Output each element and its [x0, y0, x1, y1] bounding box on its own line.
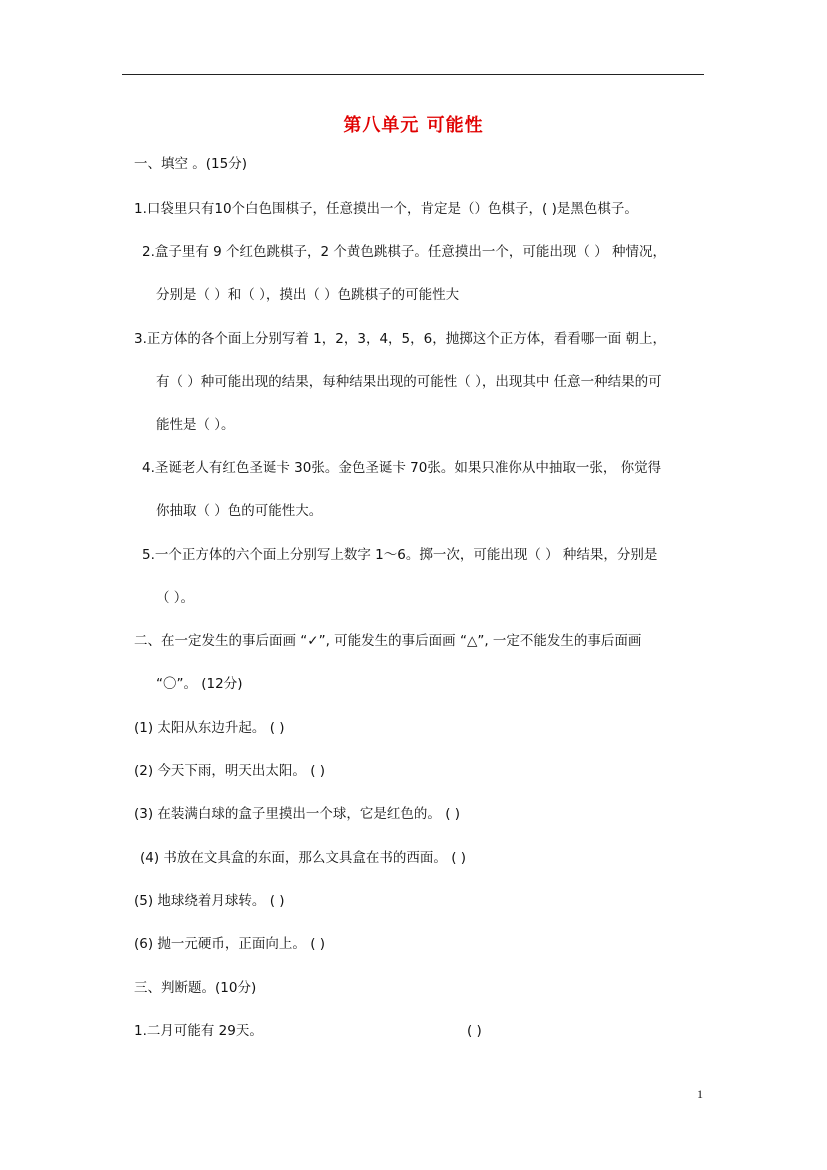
- section-2-heading: 二、在一定发生的事后面画 “✓”, 可能发生的事后面画 “△”, 一定不能发生的事后面画: [134, 633, 642, 649]
- item-2-3: (3) 在装满白球的盒子里摸出一个球，它是红色的。 ( ): [134, 806, 461, 822]
- page-title: 第八单元 可能性: [343, 115, 484, 136]
- item-3-1-answer-blank: ( ): [467, 1023, 482, 1039]
- item-2-4: (4) 书放在文具盒的东面，那么文具盒在书的西面。 ( ): [140, 850, 467, 866]
- item-2-1: (1) 太阳从东边升起。 ( ): [134, 720, 285, 736]
- page-number: 1: [697, 1087, 703, 1101]
- question-1-1: 1.口袋里只有10个白色围棋子，任意摸出一个，肯定是（）色棋子，( )是黑色棋子。: [134, 201, 638, 217]
- item-3-1: 1.二月可能有 29天。: [134, 1023, 263, 1039]
- item-2-6: (6) 抛一元硬币，正面向上。 ( ): [134, 936, 326, 952]
- header-rule: [122, 74, 704, 75]
- item-2-5: (5) 地球绕着月球转。 ( ): [134, 893, 285, 909]
- section-2-heading-cont: “〇”。 (12分): [156, 676, 243, 692]
- question-1-5: 5.一个正方体的六个面上分别写上数字 1～6。掷一次，可能出现（ ） 种结果，分别是: [142, 547, 658, 563]
- question-1-3-cont: 有（ ）种可能出现的结果，每种结果出现的可能性（ ），出现其中 任意一种结果的可: [156, 374, 662, 390]
- question-1-2-cont: 分别是（ ）和（ ），摸出（ ）色跳棋子的可能性大: [156, 287, 460, 303]
- question-1-4: 4.圣诞老人有红色圣诞卡 30张。金色圣诞卡 70张。如果只准你从中抽取一张， 你觉得: [142, 460, 662, 476]
- question-1-2: 2.盒子里有 9 个红色跳棋子，2 个黄色跳棋子。任意摸出一个，可能出现（ ） 种情况，: [142, 244, 667, 260]
- question-1-4-cont: 你抽取（ ）色的可能性大。: [156, 503, 323, 519]
- item-2-2: (2) 今天下雨，明天出太阳。 ( ): [134, 763, 326, 779]
- question-1-5-cont: （ ）。: [156, 590, 195, 606]
- question-1-3: 3.正方体的各个面上分别写着 1，2，3，4，5，6，抛掷这个正方体，看看哪一面 朝上，: [134, 331, 666, 347]
- question-1-3-cont2: 能性是（ ）。: [156, 417, 235, 433]
- section-1-heading: 一、填空 。(15分): [134, 156, 248, 172]
- section-3-heading: 三、判断题。(10分): [134, 980, 257, 996]
